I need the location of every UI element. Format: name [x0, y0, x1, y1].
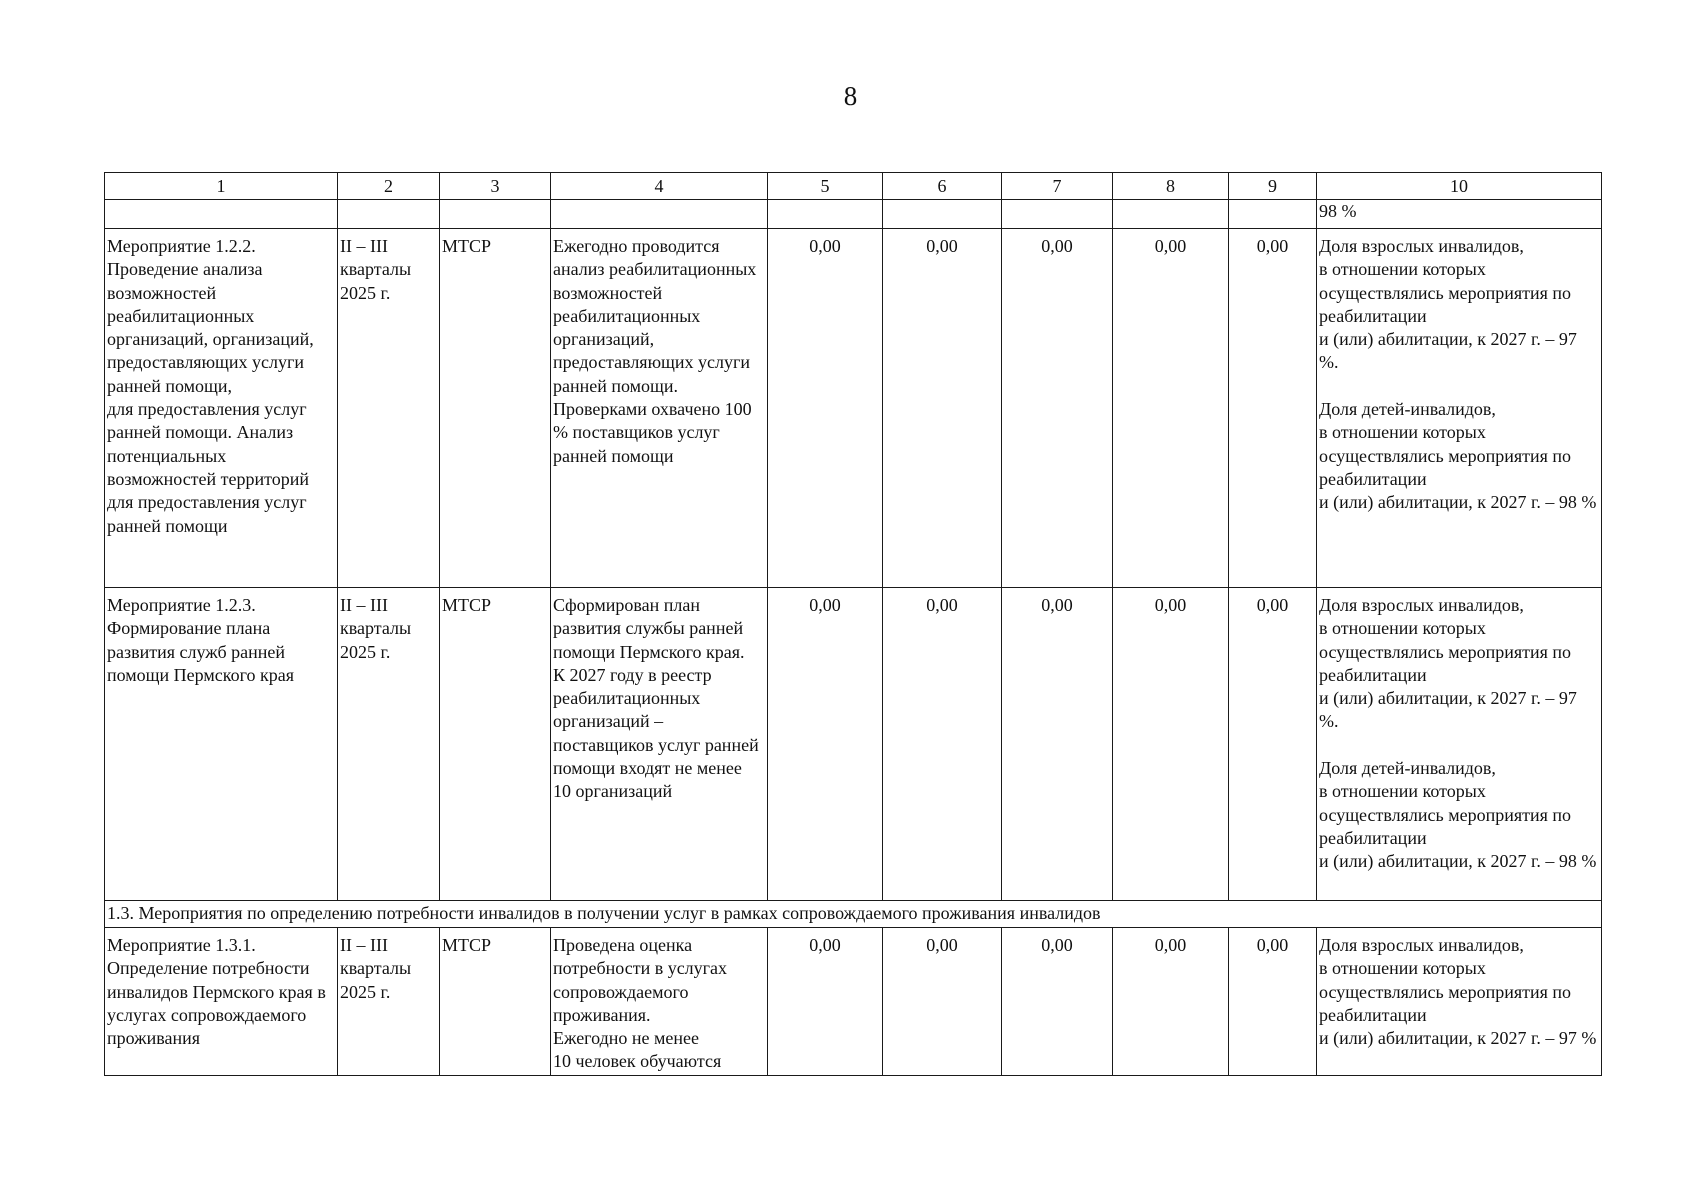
section-heading-row: [105, 901, 1602, 928]
value-cell: 0,00: [1229, 928, 1317, 1076]
period-cell: II – III кварталы 2025 г.: [338, 588, 440, 901]
executor-cell: МТСР: [440, 588, 551, 901]
value-cell: 0,00: [768, 588, 883, 901]
column-header: 9: [1229, 173, 1317, 200]
column-header: 4: [551, 173, 768, 200]
value-cell: 0,00: [1002, 588, 1113, 901]
result-cell: Проведена оценка потребности в услугах сопровождаемого проживания. Ежегодно не менее 10 человек обучаются: [551, 928, 768, 1076]
column-header: 6: [883, 173, 1002, 200]
column-header: 7: [1002, 173, 1113, 200]
value-cell: 0,00: [1002, 229, 1113, 588]
table-cell: [1002, 200, 1113, 229]
page-number: 8: [843, 81, 858, 111]
value-cell: 0,00: [1113, 229, 1229, 588]
period-cell: II – III кварталы 2025 г.: [338, 229, 440, 588]
table-cell: [768, 200, 883, 229]
table-row: [105, 928, 1602, 1076]
activity-cell: Мероприятие 1.3.1. Определение потребности инвалидов Пермского края в услугах сопровождаемого проживания: [105, 928, 338, 1076]
value-cell: 0,00: [768, 928, 883, 1076]
table-cell: [105, 200, 338, 229]
value-cell: 0,00: [1113, 588, 1229, 901]
column-header: 3: [440, 173, 551, 200]
table-cell: [883, 200, 1002, 229]
value-cell: 0,00: [768, 229, 883, 588]
executor-cell: МТСР: [440, 928, 551, 1076]
section-heading: 1.3. Мероприятия по определению потребности инвалидов в получении услуг в рамках сопровождаемого проживания инвалидов: [105, 901, 1602, 928]
table-row: [105, 229, 1602, 588]
column-header: 8: [1113, 173, 1229, 200]
activity-cell: Мероприятие 1.2.2. Проведение анализа возможностей реабилитационных организаций, организаций, предоставляющих услуги ранней помощи, для предоставления услуг ранней помощи. Анализ потенциальных возможностей территорий для предоставления услуг ранней помощи: [105, 229, 338, 588]
indicator-cell: Доля взрослых инвалидов, в отношении которых осуществлялись мероприятия по реабилитации и (или) абилитации, к 2027 г. – 97 %. Доля детей-инвалидов, в отношении которых осуществлялись мероприятия по реабилитации и (или) абилитации, к 2027 г. – 98 %: [1317, 229, 1602, 588]
continuation-row: [105, 200, 1602, 229]
result-cell: Ежегодно проводится анализ реабилитационных возможностей реабилитационных организаций, предоставляющих услуги ранней помощи. Проверками охвачено 100 % поставщиков услуг ранней помощи: [551, 229, 768, 588]
value-cell: 0,00: [883, 588, 1002, 901]
value-cell: 0,00: [1229, 588, 1317, 901]
indicator-cell: Доля взрослых инвалидов, в отношении которых осуществлялись мероприятия по реабилитации и (или) абилитации, к 2027 г. – 97 %: [1317, 928, 1602, 1076]
result-cell: Сформирован план развития службы ранней помощи Пермского края. К 2027 году в реестр реабилитационных организаций – поставщиков услуг ранней помощи входят не менее 10 организаций: [551, 588, 768, 901]
value-cell: 0,00: [1002, 928, 1113, 1076]
table-cell: [551, 200, 768, 229]
executor-cell: МТСР: [440, 229, 551, 588]
indicator-cell: Доля взрослых инвалидов, в отношении которых осуществлялись мероприятия по реабилитации и (или) абилитации, к 2027 г. – 97 %. Доля детей-инвалидов, в отношении которых осуществлялись мероприятия по реабилитации и (или) абилитации, к 2027 г. – 98 %: [1317, 588, 1602, 901]
indicator-cell: 98 %: [1317, 200, 1602, 229]
column-header: 1: [105, 173, 338, 200]
column-header: 10: [1317, 173, 1602, 200]
column-header-row: [105, 173, 1602, 200]
table-cell: [338, 200, 440, 229]
table-row: [105, 588, 1602, 901]
table-cell: [440, 200, 551, 229]
table-cell: [1113, 200, 1229, 229]
value-cell: 0,00: [883, 928, 1002, 1076]
activity-cell: Мероприятие 1.2.3. Формирование плана развития служб ранней помощи Пермского края: [105, 588, 338, 901]
value-cell: 0,00: [1229, 229, 1317, 588]
value-cell: 0,00: [1113, 928, 1229, 1076]
measures-table: [104, 172, 1602, 1076]
period-cell: II – III кварталы 2025 г.: [338, 928, 440, 1076]
value-cell: 0,00: [883, 229, 1002, 588]
column-header: 5: [768, 173, 883, 200]
table-cell: [1229, 200, 1317, 229]
column-header: 2: [338, 173, 440, 200]
